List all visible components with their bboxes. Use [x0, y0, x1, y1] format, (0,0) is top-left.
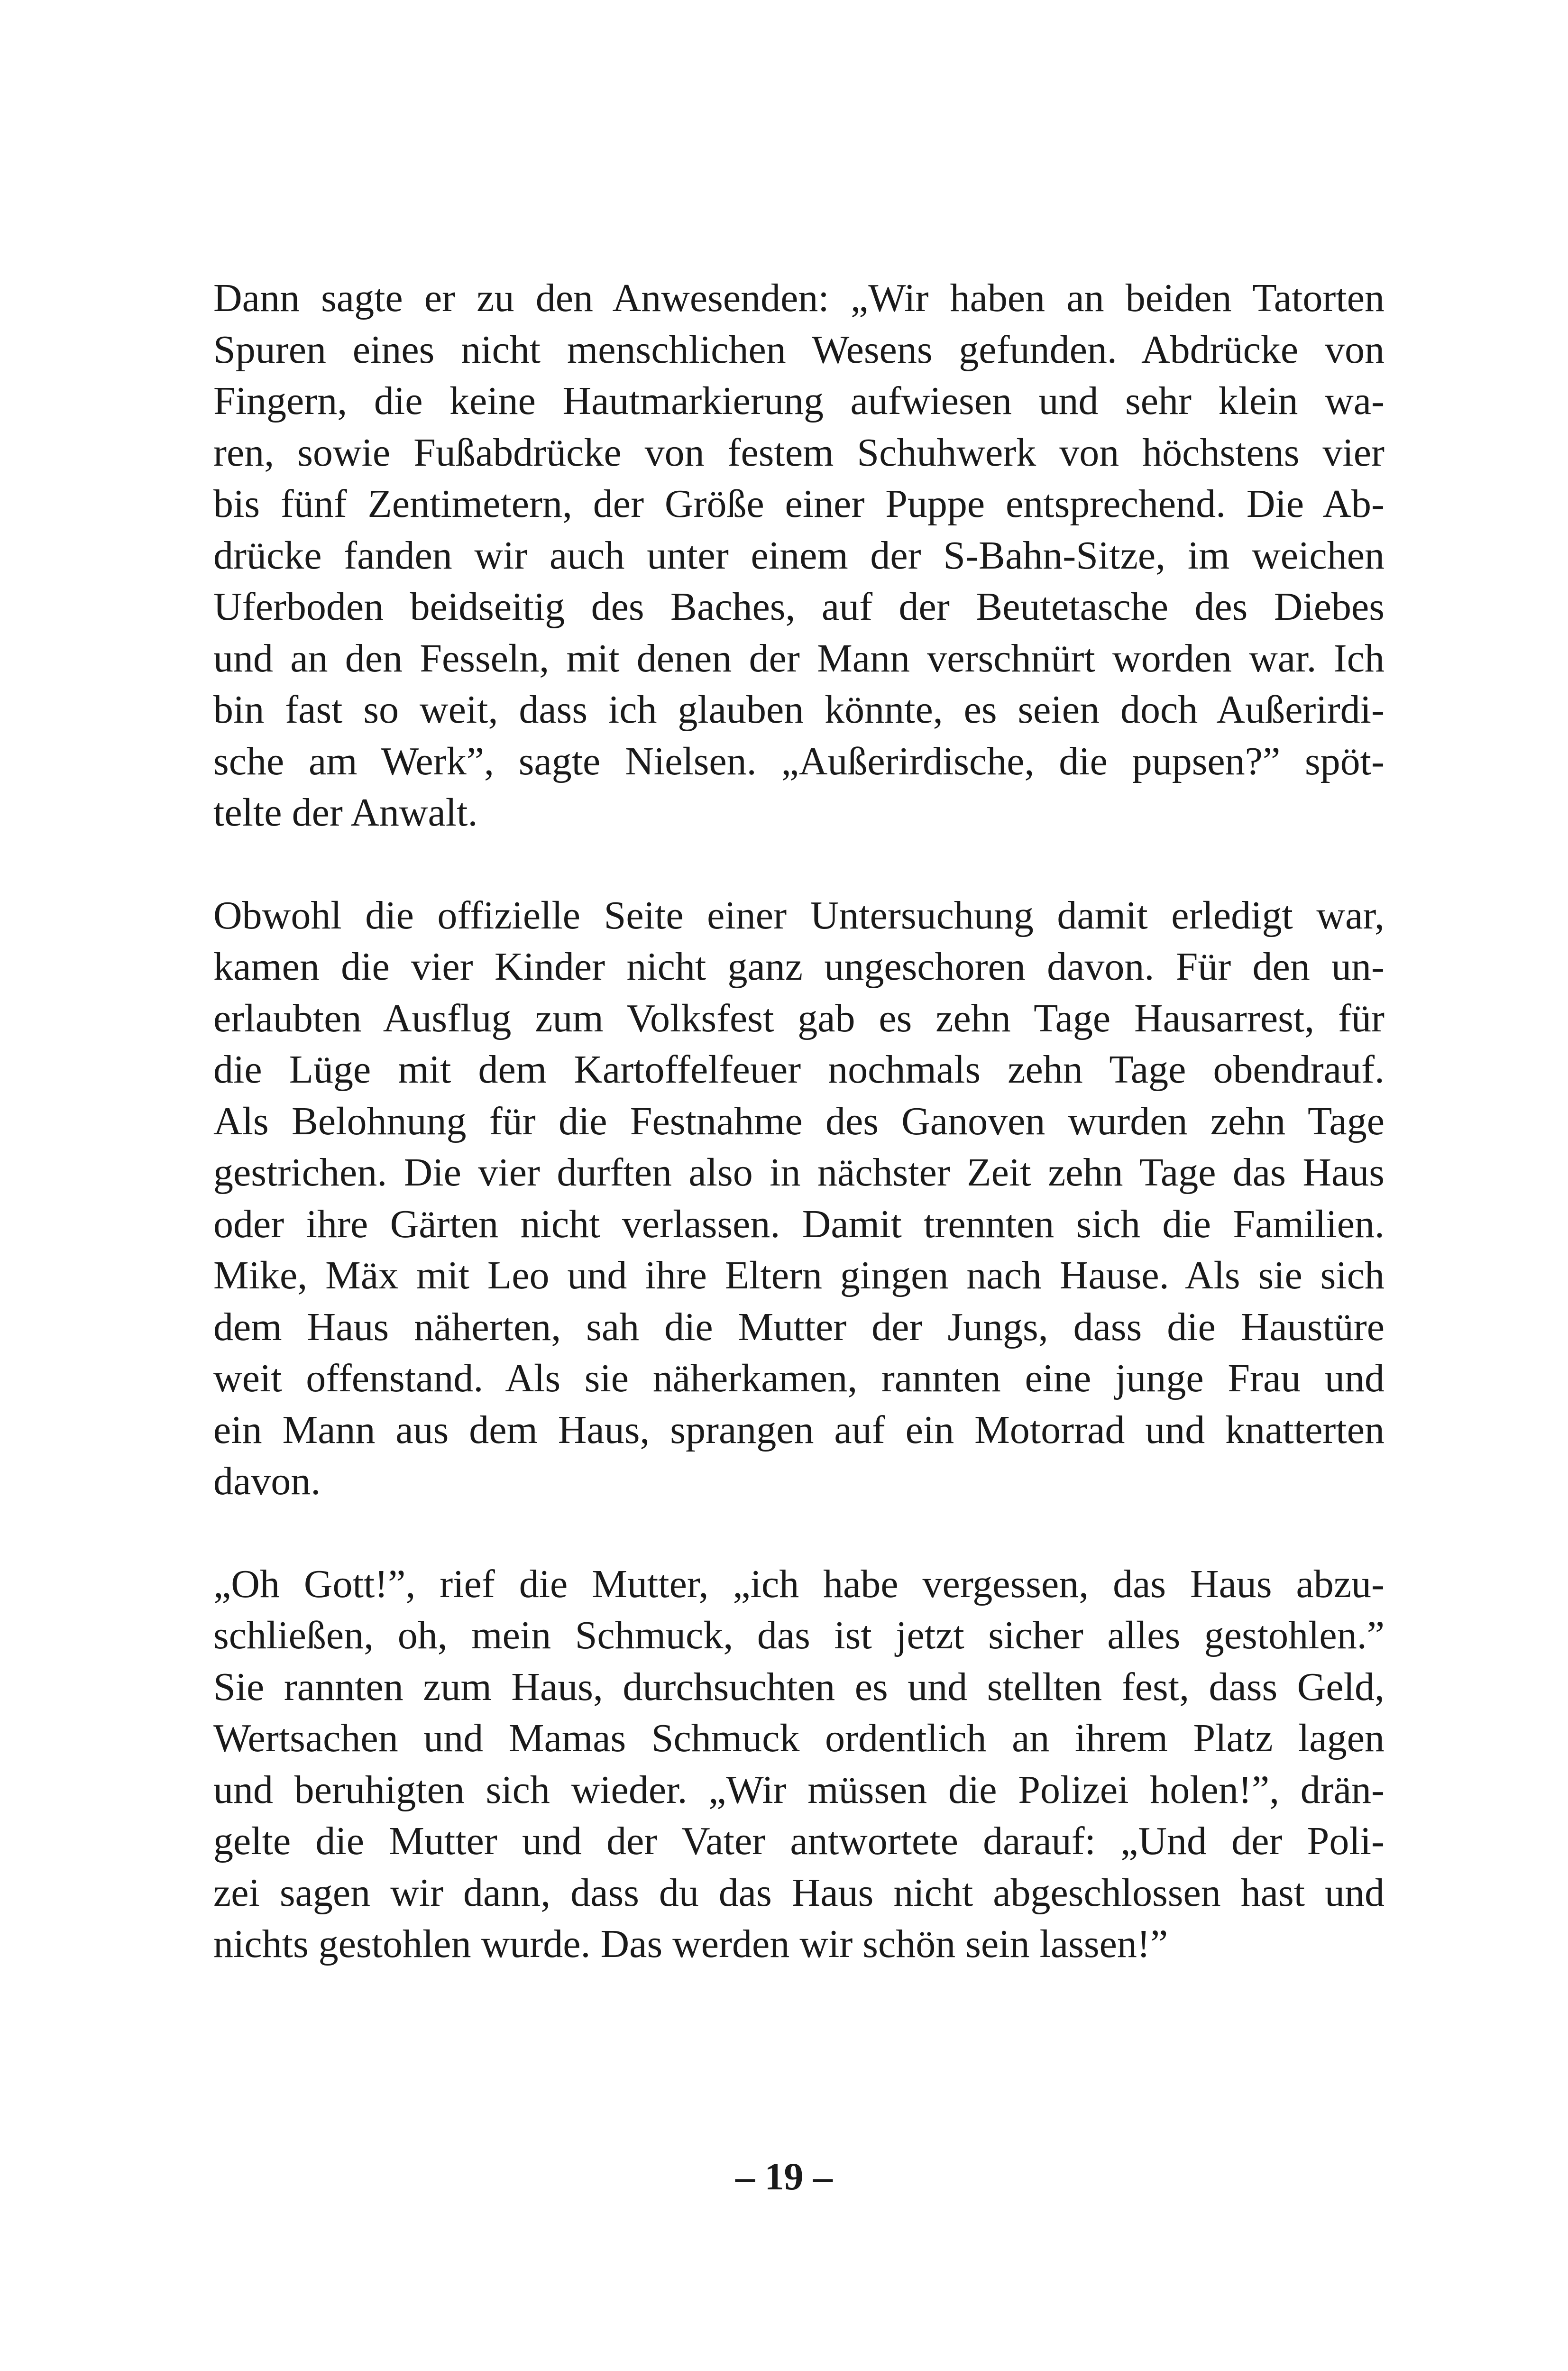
- text-line: Dann sagte er zu den Anwesenden: „Wir haben an beiden Tatorten: [213, 276, 1385, 320]
- text-line: sche am Werk”, sagte Nielsen. „Außerirdische, die pupsen?” spöt-: [213, 739, 1385, 783]
- text-line: und an den Fesseln, mit denen der Mann verschnürt worden war. Ich: [213, 636, 1385, 680]
- text-line: erlaubten Ausflug zum Volksfest gab es zehn Tage Hausarrest, für: [213, 996, 1385, 1040]
- text-line: Spuren eines nicht menschlichen Wesens gefunden. Abdrücke von: [213, 327, 1385, 372]
- text-line: gestrichen. Die vier durften also in nächster Zeit zehn Tage das Haus: [213, 1150, 1385, 1195]
- text-line: ein Mann aus dem Haus, sprangen auf ein Motorrad und knatterten: [213, 1407, 1385, 1452]
- paragraph-3: [213, 1559, 1385, 1970]
- text-line: bis fünf Zentimetern, der Größe einer Puppe entsprechend. Die Ab-: [213, 482, 1385, 526]
- text-line: und beruhigten sich wieder. „Wir müssen die Polizei holen!”, drän-: [213, 1767, 1385, 1812]
- text-line: weit offenstand. Als sie näherkamen, rannten eine junge Frau und: [213, 1356, 1385, 1400]
- body-text: [213, 273, 1385, 2022]
- text-line: Wertsachen und Mamas Schmuck ordentlich an ihrem Platz lagen: [213, 1716, 1385, 1760]
- text-line: oder ihre Gärten nicht verlassen. Damit trennten sich die Familien.: [213, 1202, 1385, 1246]
- text-line: zei sagen wir dann, dass du das Haus nicht abgeschlossen hast und: [213, 1870, 1385, 1915]
- text-line: drücke fanden wir auch unter einem der S-Bahn-Sitze, im weichen: [213, 533, 1385, 578]
- paragraph-1: [213, 273, 1385, 839]
- text-line: Fingern, die keine Hautmarkierung aufwiesen und sehr klein wa-: [213, 379, 1385, 423]
- text-line: bin fast so weit, dass ich glauben könnte, es seien doch Außerirdi-: [213, 688, 1385, 732]
- text-line: Mike, Mäx mit Leo und ihre Eltern gingen nach Hause. Als sie sich: [213, 1253, 1385, 1297]
- text-line: ren, sowie Fußabdrücke von festem Schuhwerk von höchstens vier: [213, 430, 1385, 475]
- text-line: „Oh Gott!”, rief die Mutter, „ich habe vergessen, das Haus abzu-: [213, 1562, 1385, 1606]
- page-number: – 19 –: [735, 2155, 833, 2198]
- text-line: schließen, oh, mein Schmuck, das ist jetzt sicher alles gestohlen.”: [213, 1613, 1385, 1657]
- text-line: telte der Anwalt.: [213, 790, 478, 835]
- text-line: die Lüge mit dem Kartoffelfeuer nochmals zehn Tage obendrauf.: [213, 1048, 1385, 1092]
- text-line: Obwohl die offizielle Seite einer Untersuchung damit erledigt war,: [213, 893, 1385, 937]
- text-line: nichts gestohlen wurde. Das werden wir schön sein lassen!”: [213, 1922, 1168, 1966]
- text-line: Sie rannten zum Haus, durchsuchten es und stellten fest, dass Geld,: [213, 1664, 1385, 1709]
- text-line: gelte die Mutter und der Vater antwortete darauf: „Und der Poli-: [213, 1819, 1385, 1863]
- paragraph-2: [213, 890, 1385, 1507]
- text-line: davon.: [213, 1459, 321, 1503]
- text-line: kamen die vier Kinder nicht ganz ungeschoren davon. Für den un-: [213, 945, 1385, 989]
- text-line: dem Haus näherten, sah die Mutter der Jungs, dass die Haustüre: [213, 1305, 1385, 1349]
- text-line: Uferboden beidseitig des Baches, auf der Beutetasche des Diebes: [213, 585, 1385, 629]
- text-line: Als Belohnung für die Festnahme des Ganoven wurden zehn Tage: [213, 1099, 1385, 1143]
